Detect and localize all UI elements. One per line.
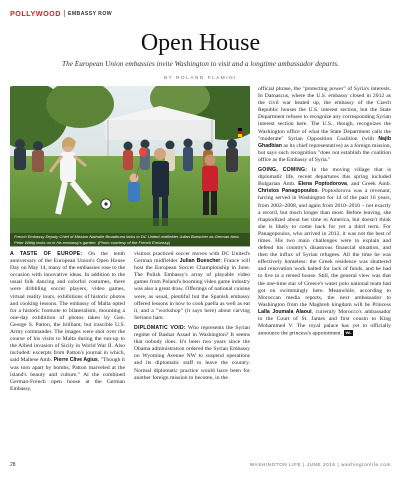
- publication-footer: WASHINGTON LIFE | JUNE 2016 | washingtonlife.com: [249, 462, 391, 467]
- mid-text-1b: ; France will host the European Soccer Championship in June. The Polish Embassy's array of playable video games from Poland's booming video game industry was also a great draw. Offerings of national cuisine were, as usual, plentiful but the Spanish embassy offered lessons in how to cook paella as well as eat it, and a "workshop" (it says here) about carving Serrano ham.: [134, 258, 251, 321]
- lead-going-coming: GOING, COMING:: [258, 167, 308, 174]
- page-number: 28: [10, 462, 16, 468]
- person-name-poptodorova: Elena Poptodorova: [298, 181, 347, 188]
- right-text-2a: In the moving village that is diplomatic life, recent departures this spring included Bulgarian Amb.: [258, 167, 391, 188]
- person-name-ghadbian: Najib Ghadbian: [258, 135, 391, 149]
- photo-caption-box: [10, 233, 250, 247]
- right-text-2b: , and Greek Amb.: [346, 181, 391, 188]
- right-text-2c: . Poptodorova was a revenant, having served in Washington for 14 of the past 16 years, from 2002–2008, and again from 2010–2016 – not exactly a record, but much longer than most. Before leaving, she rhapsodized about her time in America, but doesn't think she is likely to come back for yet a third term. For Panagopoulos, who arrived in 2012, it was not the best of times. His two main challenges were to explain and defend his country's disastrous financial situation, and then the influx of Syrian refugees. All the time he was effectively homeless: the Greek residence was shuttered and renovation work halted for lack of funds, and he had to live in a rented house. Still, the general view was that the one-time star of Greece's water polo national team had got on swimmingly here. Meanwhile, according to Moroccan media reports, the next ambassador to Washington from the Maghreb kingdom will be Princess: [258, 188, 391, 308]
- body-column-middle: [134, 251, 250, 382]
- person-name-agius: Pierre Clive Agius: [53, 357, 98, 364]
- right-paragraph-1: [258, 86, 391, 164]
- article-photo: [10, 86, 250, 246]
- mid-paragraph-2: [134, 325, 250, 382]
- garden-photo-illustration: [10, 86, 250, 246]
- photo-caption: French Embassy Deputy Chief of Mission Nathalie Broadhurst kicks to DC United midfielder Julian Buescher as German Amb. Peter Wittig looks on in his embassy's garden. (Photo courtesy of the French Embassy): [14, 234, 240, 245]
- mid-text-1a: visitors practiced soccer moves with DC United's German midfielder: [134, 251, 250, 265]
- section-brand: POLLYWOOD: [10, 9, 61, 18]
- body-column-right: [258, 86, 391, 338]
- right-text-1a: official phrase, the "protecting power" of Syria's interests. In Damascus, where the U.S. embassy closed in 2012 as the civil war heated up, the embassy of the Czech Republic houses the U.S. interest section, but the State Department refuses to recognize any corresponding Syrian interest section here. The U.S., though, recognizes the Washington office of what the State Department calls the "moderate" Syrian Opposition Coalition (with: [258, 86, 391, 142]
- right-paragraph-2: [258, 167, 391, 338]
- lead-taste-of-europe: A TASTE OF EUROPE:: [10, 251, 83, 257]
- article-dek: The European Union embassies invite Washington to visit and a longtime ambassador departs.: [62, 59, 339, 68]
- mid-text-2: Who represents the Syrian regime of Bashar Assad in Washington? It seems that nobody does. It's been two years since the Obama administration ordered the Syrian Embassy on Wyoming Avenue NW to suspend operations and its diplomatic staff to leave the country. Normal diplomatic practice would have been for another foreign mission to become, in the: [134, 324, 250, 381]
- left-paragraph: [10, 251, 125, 393]
- right-text-1b: as its chief representative) as a foreign mission, but says such recognition "does not establish the coalition office as the Embassy of Syria.": [258, 142, 391, 163]
- end-mark-icon: WL: [345, 330, 352, 336]
- right-text-2d: , currently Morocco's ambassador to the Court of St. James and first cousin to King Mohammed V. The royal palace has yet to officially announce the princess's appointment.: [258, 308, 391, 337]
- article-headline: Open House: [140, 30, 261, 56]
- person-name-buescher: Julian Buescher: [179, 258, 221, 265]
- left-text-1: On the tenth anniversary of the European Union's Open House Day on May 14, many of the embassies rose to the occasion with innovative ideas. In addition to the usual folk dancing and colorful costumes, there were dribbling soccer players, video games, virtual reality tours, exhibitions of historic photos and cooking lessons. The embassy of Malta opted for a historic footnote to bilateralism, mounting a one-day exhibition of photos taken by Gen. George S. Patton, the brilliant, but irascible U.S. Army commander. The images were shot over the course of his visits to Malta during the run-up to the Allied invasion of Sicily in World War II. Also included: excerpts from Patton's journal in which, said Maltese Amb.: [10, 251, 126, 364]
- section-sub: EMBASSY ROW: [67, 10, 113, 17]
- mid-paragraph-1: [134, 251, 250, 322]
- section-tag: [10, 9, 112, 18]
- left-text-2: , "Though it was torn apart by bombs, Patton marveled at the island's beauty and culture." At the combined German-French open house at the German Embassy,: [10, 357, 125, 392]
- lead-diplomatic-void: DIPLOMATIC VOID:: [134, 324, 186, 331]
- section-divider: [64, 10, 65, 17]
- person-name-panagopoulos: Christos Panagopoulos: [258, 188, 318, 195]
- body-column-left: [10, 251, 125, 393]
- person-name-alaoui: Lalla Joumala Alaoui: [258, 308, 312, 315]
- article-byline: BY ROLAND FLAMINI: [163, 75, 238, 80]
